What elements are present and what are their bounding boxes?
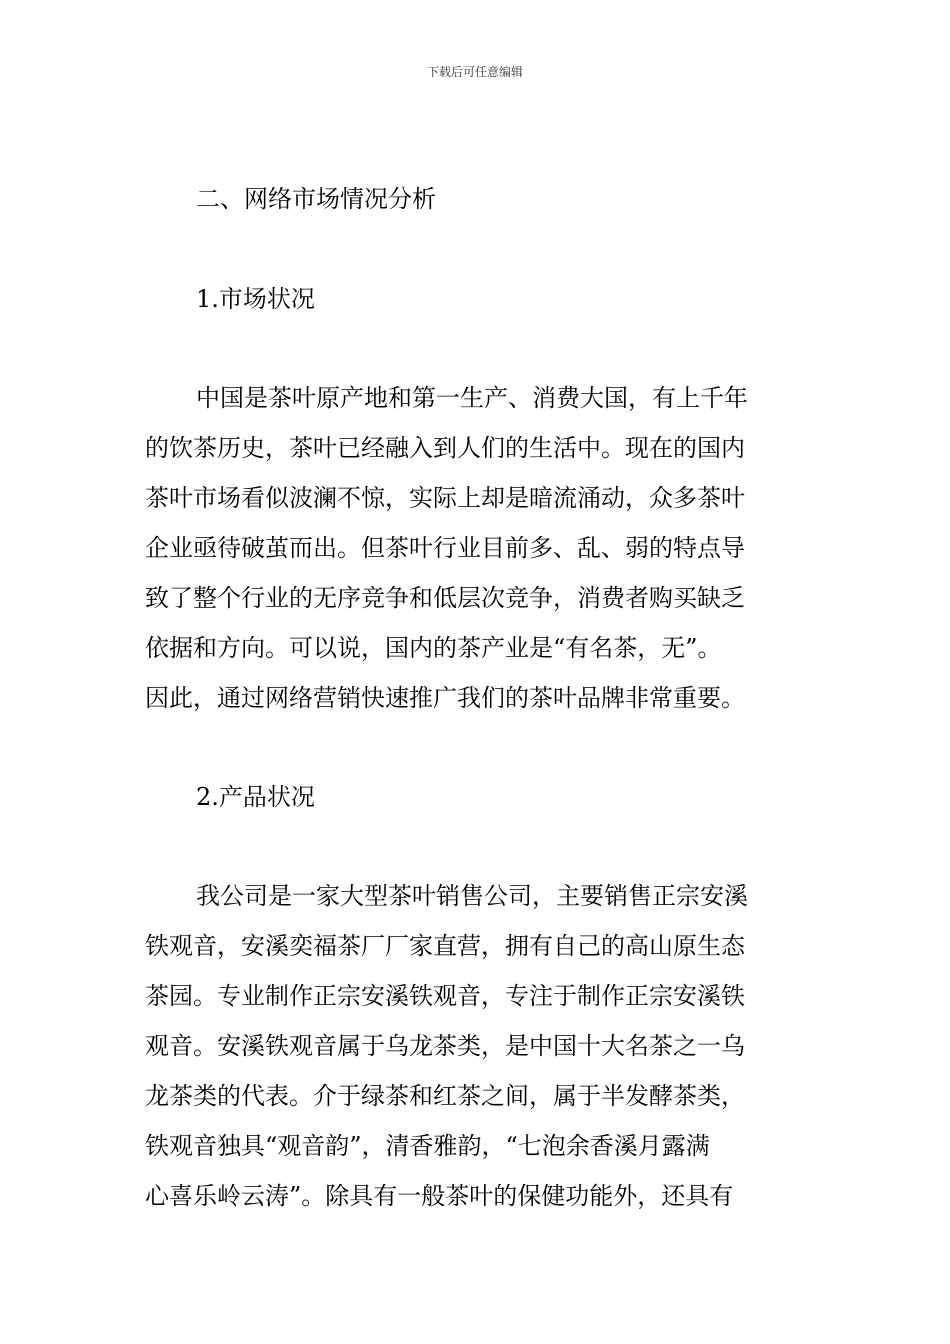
- subsection-1-paragraph: [145, 373, 810, 723]
- page-header-note: 下载后可任意编辑: [426, 65, 523, 79]
- paragraph-line: 致了整个行业的无序竞争和低层次竞争，消费者购买缺乏: [145, 584, 745, 612]
- subsection-1-title: 1.市场状况: [196, 285, 315, 313]
- paragraph-line: 依据和方向。可以说，国内的茶产业是“有名茶，无”。: [145, 634, 722, 662]
- subsection-2-title: 2.产品状况: [196, 783, 315, 811]
- paragraph-line: 心喜乐岭云涛”。除具有一般茶叶的保健功能外，还具有: [145, 1182, 734, 1210]
- paragraph-line: 龙茶类的代表。介于绿茶和红茶之间，属于半发酵茶类，: [145, 1082, 745, 1110]
- paragraph-line: 铁观音，安溪奕福茶厂厂家直营，拥有自己的高山原生态: [145, 932, 745, 960]
- section-title: 二、网络市场情况分析: [196, 185, 436, 213]
- paragraph-line: 茶叶市场看似波澜不惊，实际上却是暗流涌动，众多茶叶: [145, 484, 745, 512]
- paragraph-line: 因此，通过网络营销快速推广我们的茶叶品牌非常重要。: [145, 684, 745, 712]
- paragraph-line: 企业亟待破茧而出。但茶叶行业目前多、乱、弱的特点导: [145, 534, 745, 562]
- paragraph-line: 中国是茶叶原产地和第一生产、消费大国，有上千年: [196, 384, 748, 412]
- paragraph-line: 铁观音独具“观音韵”，清香雅韵，“七泡余香溪月露满: [145, 1132, 710, 1160]
- paragraph-line: 观音。安溪铁观音属于乌龙茶类，是中国十大名茶之一乌: [145, 1032, 745, 1060]
- paragraph-line: 我公司是一家大型茶叶销售公司，主要销售正宗安溪: [196, 882, 748, 910]
- paragraph-line: 茶园。专业制作正宗安溪铁观音，专注于制作正宗安溪铁: [145, 982, 745, 1010]
- paragraph-line: 的饮茶历史，茶叶已经融入到人们的生活中。现在的国内: [145, 434, 745, 462]
- subsection-2-paragraph: [145, 871, 810, 1221]
